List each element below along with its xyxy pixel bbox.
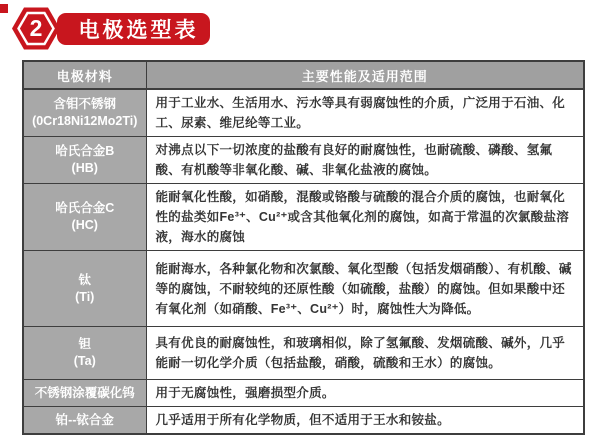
column-header-performance: 主要性能及适用范围: [146, 61, 584, 89]
page-title: 电极选型表: [78, 19, 199, 42]
material-name: 铂--铱合金: [55, 412, 114, 427]
description-cell: 用于工业水、生活用水、污水等具有弱腐蚀性的介质，广泛用于石油、化工、尿素、维尼纶等工业。: [146, 89, 584, 137]
material-name: 哈氏合金C: [55, 201, 115, 216]
description-cell: 用于无腐蚀性，强磨损型介质。: [146, 380, 584, 407]
table-row: [23, 407, 584, 435]
table-row: [23, 89, 584, 137]
description-cell: 具有优良的耐腐蚀性，和玻璃相似，除了氢氟酸、发烟硫酸、碱外，几乎能耐一切化学介质（包括盐酸，硝酸，硫酸和王水）的腐蚀。: [146, 327, 584, 380]
table-row: [23, 327, 584, 380]
material-cell: [23, 137, 146, 184]
material-symbol: (Ta): [73, 354, 96, 368]
material-cell: [23, 407, 146, 435]
material-name: 钽: [78, 337, 91, 352]
section-number-badge: [11, 6, 61, 51]
description-cell: 对沸点以下一切浓度的盐酸有良好的耐腐蚀性，也耐硫酸、磷酸、氢氟酸、有机酸等非氧化酸、碱、非氧化盐液的腐蚀。: [146, 137, 584, 184]
material-cell: [23, 380, 146, 407]
column-header-material: 电极材料: [23, 61, 146, 89]
table-row: [23, 380, 584, 407]
table-row: [23, 184, 584, 251]
material-symbol: (Ti): [75, 289, 95, 304]
corner-mark: [0, 4, 8, 13]
material-name: 哈氏合金B: [55, 144, 115, 159]
material-cell: [23, 89, 146, 137]
material-cell: [23, 251, 146, 327]
title-banner: [57, 13, 210, 45]
electrode-selection-table: [22, 60, 585, 435]
table-header-row: [23, 61, 584, 89]
material-name: 钛: [78, 272, 91, 287]
description-cell: 几乎适用于所有化学物质，但不适用于王水和铵盐。: [146, 407, 584, 435]
description-cell: 能耐海水，各种氯化物和次氯酸、氧化型酸（包括发烟硝酸）、有机酸、碱等的腐蚀，不耐较纯的还原性酸（如硫酸，盐酸）的腐蚀。但如果酸中还有氧化剂（如硝酸、Fe³⁺、Cu²⁺）时，腐蚀性大为降低。: [146, 251, 584, 327]
material-symbol: (HC): [71, 218, 98, 232]
table-row: [23, 137, 584, 184]
material-name: 含钼不锈钢: [53, 97, 116, 112]
table-row: [23, 251, 584, 327]
material-name: 不锈钢涂覆碳化钨: [34, 385, 135, 400]
material-symbol: (0Cr18Ni12Mo2Ti): [32, 114, 138, 128]
badge-number: 2: [29, 15, 43, 41]
material-cell: [23, 184, 146, 251]
material-symbol: (HB): [71, 161, 98, 175]
material-cell: [23, 327, 146, 380]
description-cell: 能耐氧化性酸，如硝酸，混酸或铬酸与硫酸的混合介质的腐蚀，也耐氧化性的盐类如Fe³⁺、Cu²⁺或含其他氧化剂的腐蚀，如高于常温的次氯酸盐溶液，海水的腐蚀: [146, 184, 584, 251]
